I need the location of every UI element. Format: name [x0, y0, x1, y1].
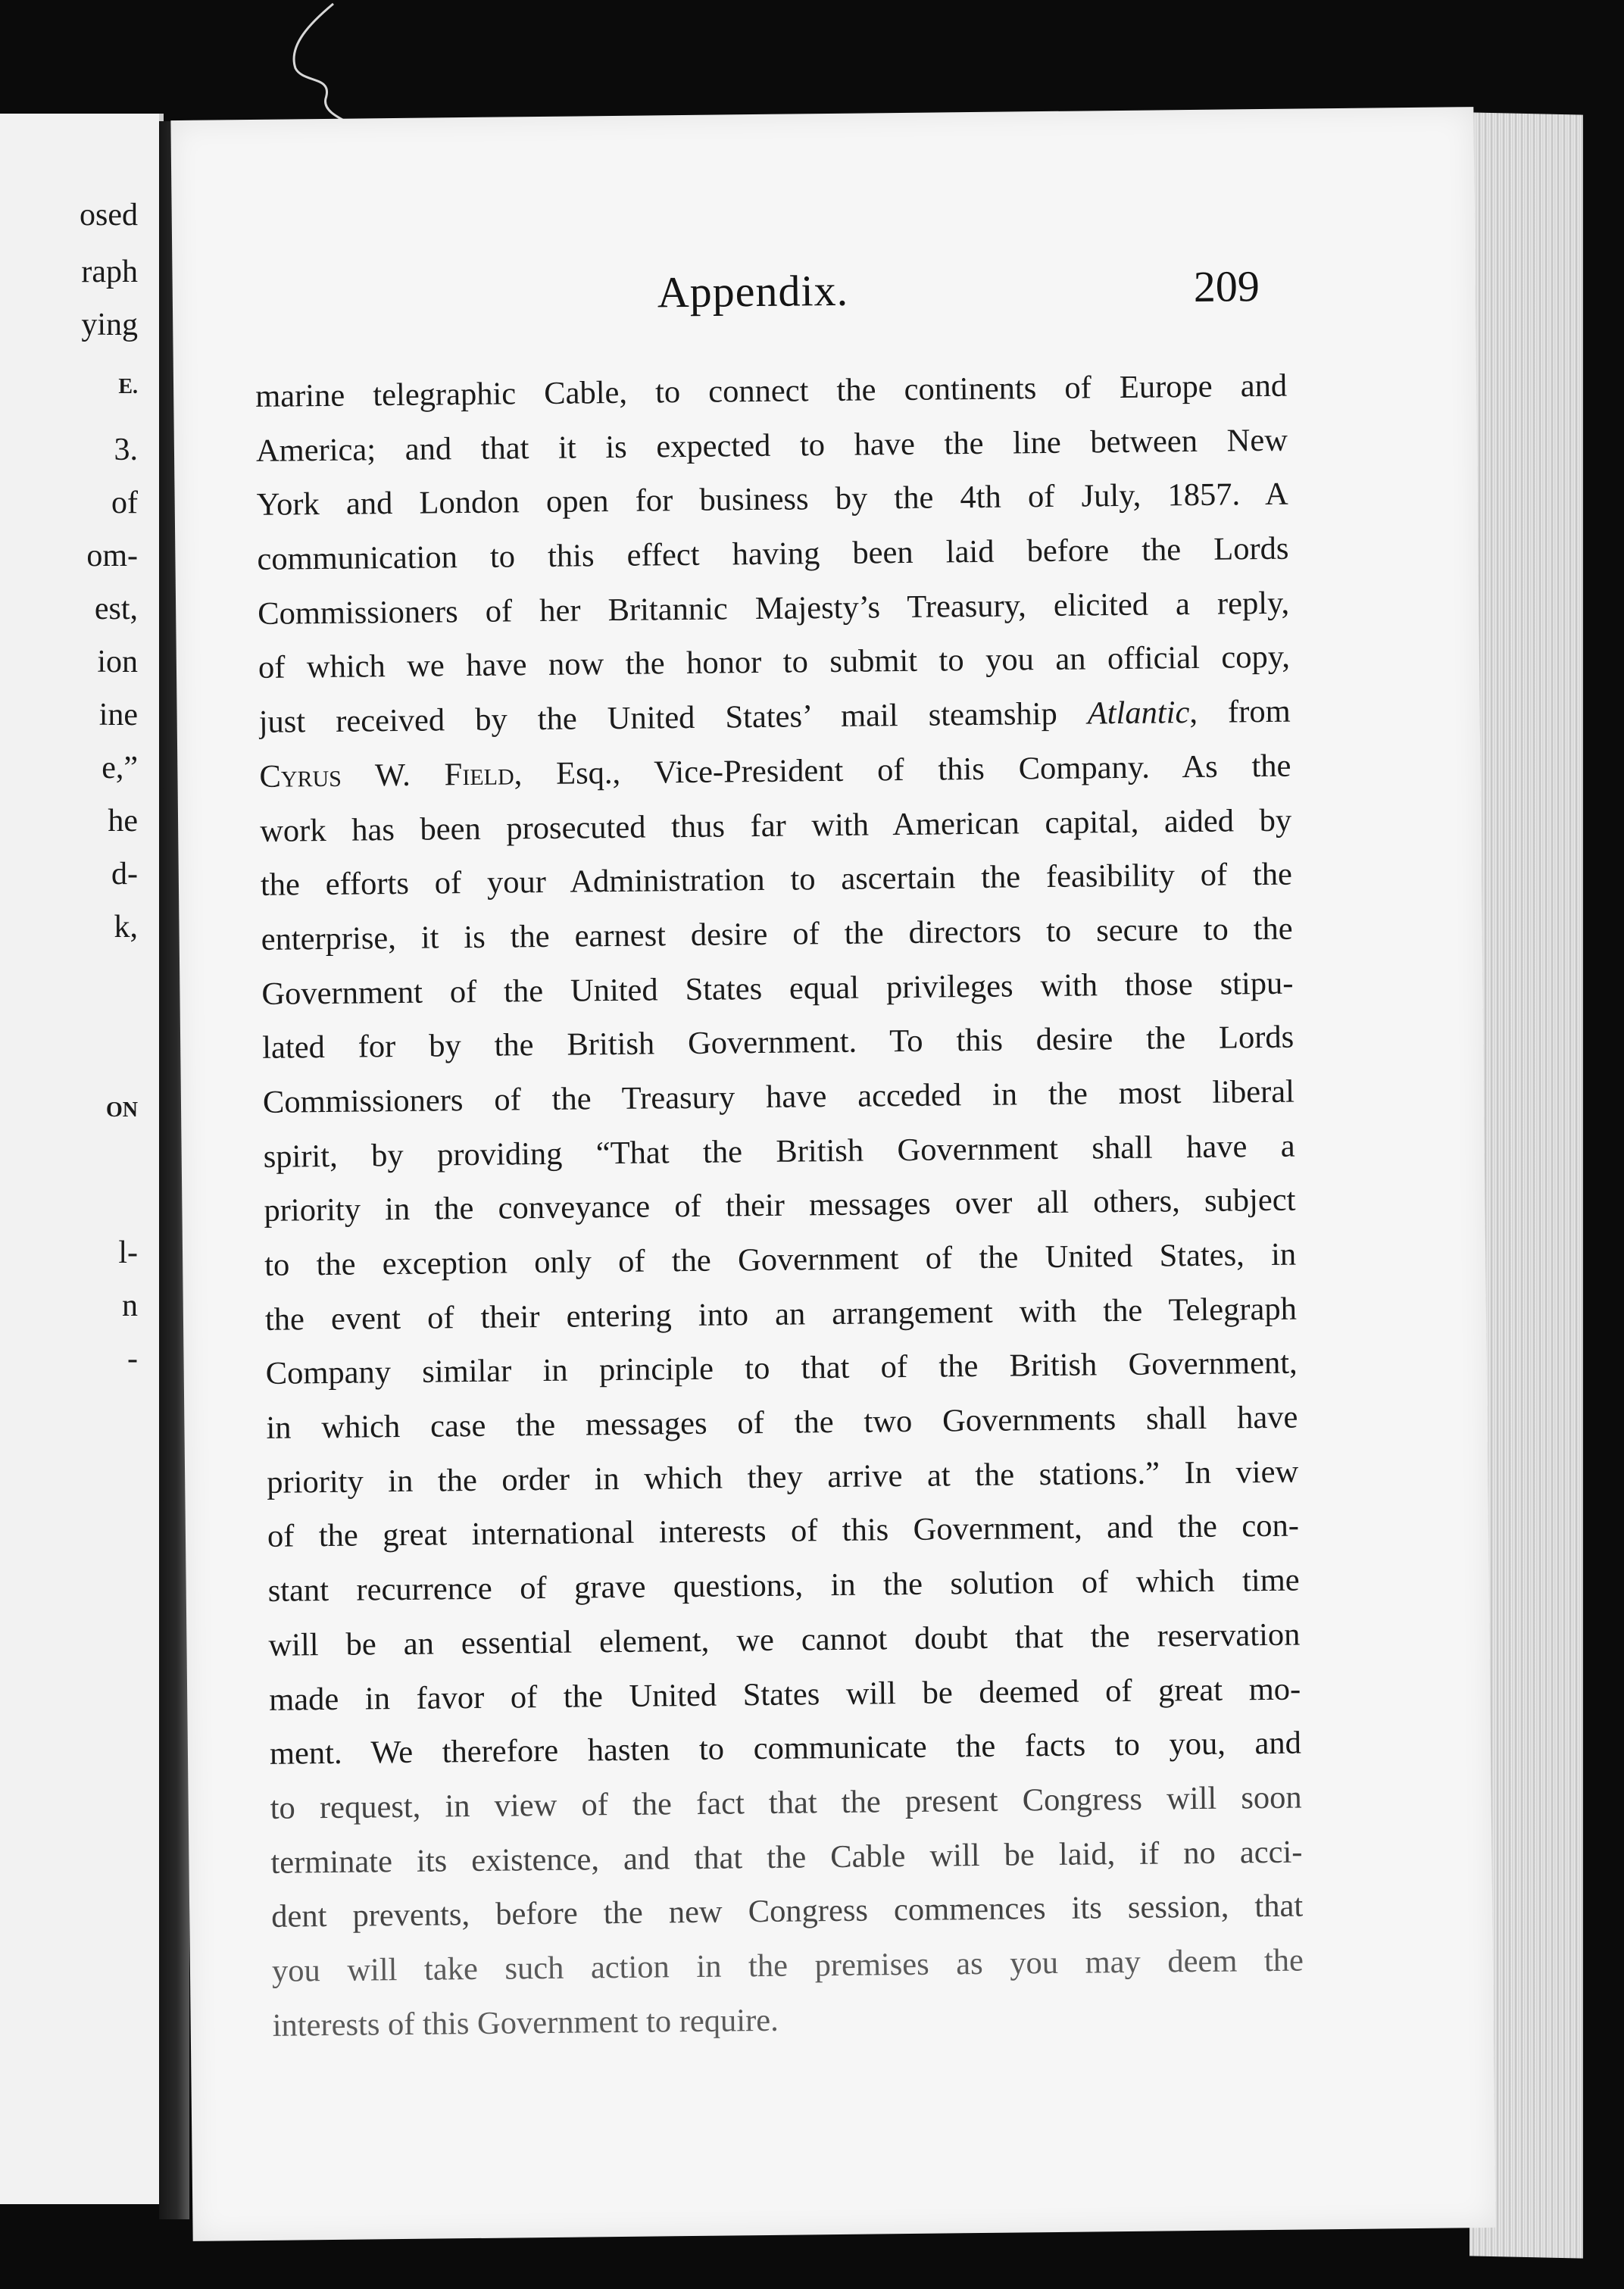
text-segment: priority in the conveyance of their messages over all others, subject [264, 1182, 1296, 1229]
text-segment: to request, in view of the fact that the present Congress will soon [270, 1779, 1302, 1826]
facing-page-fragment: ying [81, 308, 138, 342]
text-line [259, 739, 1291, 804]
film-scratch-mark [280, 0, 371, 129]
text-segment: the efforts of your Administration to ascertain the feasibility of the [260, 856, 1293, 904]
text-segment: just received by the United States’ mail steamship [258, 695, 1088, 741]
text-segment: the event of their entering into an arrangement with the Telegraph [264, 1291, 1298, 1338]
text-segment: of the great international interests of this Government, and the con- [267, 1508, 1300, 1555]
text-segment: , from [1189, 693, 1291, 731]
text-line [270, 1770, 1302, 1835]
text-segment: ment. We therefore hasten to communicate the facts to you, and [269, 1725, 1302, 1772]
text-segment: work has been prosecuted thus far with American capital, aided by [259, 802, 1292, 849]
body-text [255, 359, 1304, 2053]
facing-page-fragment: he [108, 804, 138, 838]
text-segment: lated for by the British Government. To this desire the Lords [261, 1019, 1295, 1066]
text-segment: Company similar in principle to that of the British Government, [265, 1344, 1298, 1392]
text-segment: York and London open for business by the 4th of July, 1857. A [256, 476, 1288, 523]
text-segment: , Esq., Vice-President of this Company. As the [514, 748, 1291, 792]
small-caps-text: Cyrus W. Field [259, 756, 514, 795]
text-segment: of which we have now the honor to submit to you an official copy, [258, 639, 1291, 686]
text-line [272, 1933, 1304, 1998]
facing-page-fragment: ion [97, 645, 138, 679]
facing-page-fragment: of [111, 486, 138, 520]
facing-page-fragment: d- [111, 857, 138, 892]
text-segment: spirit, by providing “That the British Government shall have a [263, 1128, 1295, 1175]
text-line [257, 522, 1289, 587]
text-segment: Commissioners of her Britannic Majesty’s Treasury, elicited a reply, [257, 585, 1290, 632]
text-line [264, 1228, 1297, 1293]
text-line [268, 1607, 1301, 1672]
italic-text: Atlantic [1087, 695, 1190, 732]
text-segment: will be an essential element, we cannot doubt that the reservation [268, 1616, 1301, 1663]
facing-page-fragment: n [122, 1288, 138, 1323]
facing-page-fragment: ine [98, 698, 138, 732]
running-title: Appendix. [657, 265, 849, 317]
text-segment: made in favor of the United States will be deemed of great mo- [268, 1671, 1301, 1718]
facing-page-fragment: l- [118, 1235, 138, 1270]
text-segment: you will take such action in the premises as you may deem the [271, 1942, 1304, 1989]
text-segment: stant recurrence of grave questions, in the solution of which time [267, 1562, 1300, 1609]
text-segment: marine telegraphic Cable, to connect the continents of Europe and [255, 367, 1288, 414]
facing-page-fragment: - [127, 1341, 138, 1376]
facing-page-fragment: om- [86, 539, 138, 573]
facing-page-left [0, 114, 164, 2204]
text-line [263, 1065, 1295, 1130]
text-segment: enterprise, it is the earnest desire of the directors to secure to the [261, 910, 1293, 957]
facing-page-fragment: est, [94, 592, 138, 626]
facing-page-fragment: e,” [102, 751, 138, 785]
text-line [255, 359, 1288, 424]
text-line [261, 902, 1293, 967]
text-segment: to the exception only of the Government of the United States, in [264, 1236, 1297, 1283]
text-segment: dent prevents, before the new Congress commences its session, that [270, 1888, 1304, 1935]
book-page [170, 107, 1495, 2241]
facing-page-fragment: 3. [114, 433, 138, 467]
text-segment: priority in the order in which they arrive at the stations.” In view [266, 1454, 1299, 1500]
running-head [172, 258, 1476, 333]
text-line [266, 1391, 1298, 1456]
text-segment: interests of this Government to require. [272, 2002, 779, 2044]
page-number: 209 [1193, 261, 1260, 311]
text-line [272, 1988, 1304, 2053]
facing-page-fragment: k, [114, 910, 138, 945]
facing-page-fragment: ON [106, 1098, 138, 1122]
text-segment: Commissioners of the Treasury have acceded in the most liberal [262, 1073, 1295, 1120]
text-segment: in which case the messages of the two Governments shall have [266, 1399, 1298, 1446]
facing-page-fragment: raph [81, 255, 138, 289]
facing-page-fragment: E. [118, 375, 138, 398]
text-segment: Government of the United States equal privileges with those stipu- [261, 965, 1294, 1012]
text-segment: America; and that it is expected to have the line between New [255, 422, 1288, 469]
text-segment: communication to this effect having been laid before the Lords [257, 530, 1289, 577]
facing-page-fragment: osed [80, 198, 138, 233]
text-segment: terminate its existence, and that the Cable will be laid, if no acci- [270, 1834, 1303, 1881]
